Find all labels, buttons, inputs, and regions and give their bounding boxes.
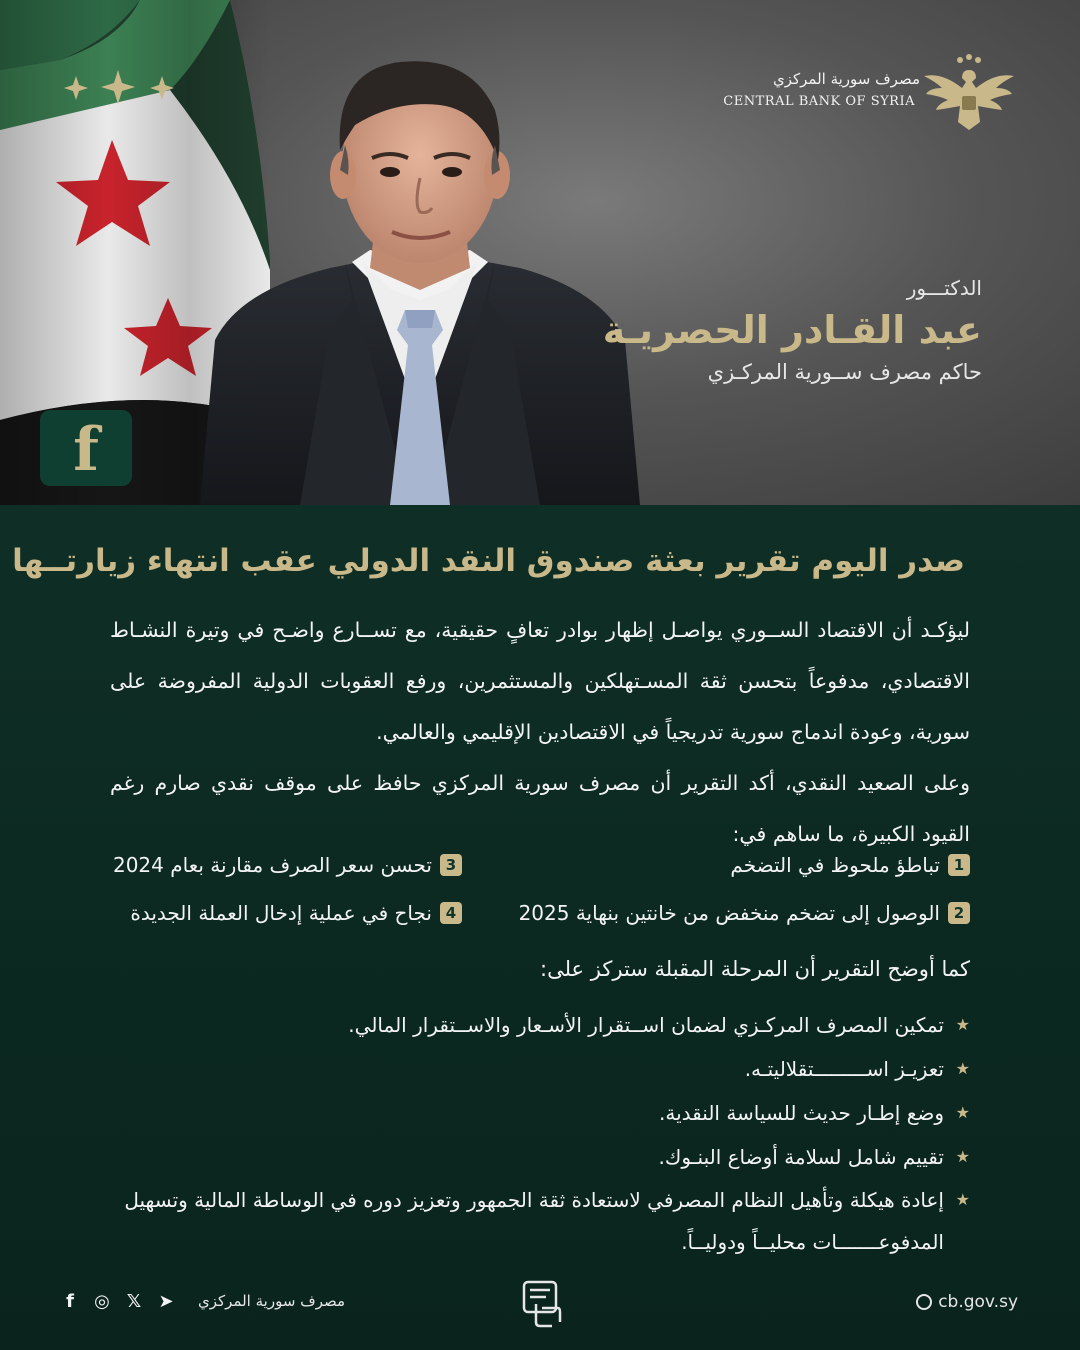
bank-name-arabic: مصرف سورية المركزي	[772, 70, 920, 88]
paragraph-recovery: ليؤكـد أن الاقتصاد الســوري يواصـل إظهار بوادر تعافٍ حقيقية، مع تســارع واضـح في وتيرة النشـاط الاقتصادي، مدفوعاً بتحسن ثقة المسـتهلكين والمستثمرين، ورفع العقوبات الدولية المفروضة على سورية، وعودة اندماج سورية تدريجياً في الاقتصادين الإقليمي والعالمي.	[110, 618, 970, 744]
list-item: ★ تعزيـز اســـــــــتقلاليتـه.	[110, 1047, 970, 1091]
list-item	[130, 901, 462, 925]
list-item	[519, 901, 970, 925]
star-bullet-icon: ★	[955, 1103, 970, 1122]
facebook-icon[interactable]: f	[66, 1290, 74, 1312]
governor-title: حاكم مصرف ســورية المركـزي	[707, 360, 982, 384]
bank-mark-icon	[518, 1278, 564, 1328]
bank-name-english: CENTRAL BANK OF SYRIA	[723, 94, 915, 109]
item-text: نجاح في عملية إدخال العملة الجديدة	[130, 901, 432, 925]
eagle-emblem-icon	[922, 52, 1016, 132]
item-number-badge: 2	[948, 902, 970, 924]
item-text: تحسن سعر الصرف مقارنة بعام 2024	[112, 853, 432, 877]
star-bullet-icon: ★	[955, 1190, 970, 1209]
x-icon[interactable]: 𝕏	[126, 1290, 142, 1312]
telegram-icon[interactable]: ➤	[158, 1290, 174, 1312]
star-bullet-icon: ★	[955, 1059, 970, 1078]
achievements-list	[100, 853, 970, 933]
list-item	[730, 853, 970, 877]
list-item: ★ تمكين المصرف المركـزي لضمان اســتقرار الأسـعار والاســتقرار المالي.	[110, 1003, 970, 1047]
facebook-badge-icon[interactable]: f	[40, 410, 132, 486]
instagram-icon[interactable]: ◎	[94, 1290, 110, 1312]
article-body	[0, 505, 1080, 1350]
header-photo	[0, 0, 1080, 505]
paragraph-monetary: وعلى الصعيد النقدي، أكد التقرير أن مصرف سورية المركزي حافظ على موقف نقدي صارم رغم القيود الكبيرة، ما ساهم في:	[110, 771, 970, 846]
governor-name: عبد القـادر الحصريـة	[602, 308, 982, 352]
honorific: الدكتـــور	[906, 276, 982, 300]
website-link[interactable]: cb.gov.sy	[916, 1292, 1018, 1312]
list-item	[113, 853, 462, 877]
focus-subheading: كما أوضح التقرير أن المرحلة المقبلة ستركز على:	[540, 957, 970, 981]
globe-icon	[916, 1294, 932, 1310]
list-item: ★ تقييم شامل لسلامة أوضاع البنـوك.	[110, 1135, 970, 1179]
star-bullet-icon: ★	[955, 1147, 970, 1166]
footer	[0, 1278, 1080, 1328]
list-item: ★ إعادة هيكلة وتأهيل النظام المصرفي لاستعادة ثقة الجمهور وتعزيز دوره في الوساطة المالية وتسهيل المدفوعـــــــات محليــاً ودوليــاً.	[110, 1179, 970, 1263]
focus-bullet-list	[110, 1003, 970, 1263]
decorative-stars	[60, 70, 180, 106]
list-item: ★ وضع إطـار حديث للسياسة النقدية.	[110, 1091, 970, 1135]
item-text: تباطؤ ملحوظ في التضخم	[730, 853, 940, 877]
governor-name-block	[603, 276, 982, 384]
item-number-badge: 1	[948, 854, 970, 876]
item-number-badge: 4	[440, 902, 462, 924]
footer-brand: مصرف سورية المركزي	[198, 1292, 346, 1310]
social-links	[60, 1288, 345, 1314]
headline: صدر اليوم تقرير بعثة صندوق النقد الدولي عقب انتهاء زيارتــها	[12, 543, 965, 579]
item-text: الوصول إلى تضخم منخفض من خانتين بنهاية 2025	[518, 901, 940, 925]
star-bullet-icon: ★	[955, 1015, 970, 1034]
item-number-badge: 3	[440, 854, 462, 876]
